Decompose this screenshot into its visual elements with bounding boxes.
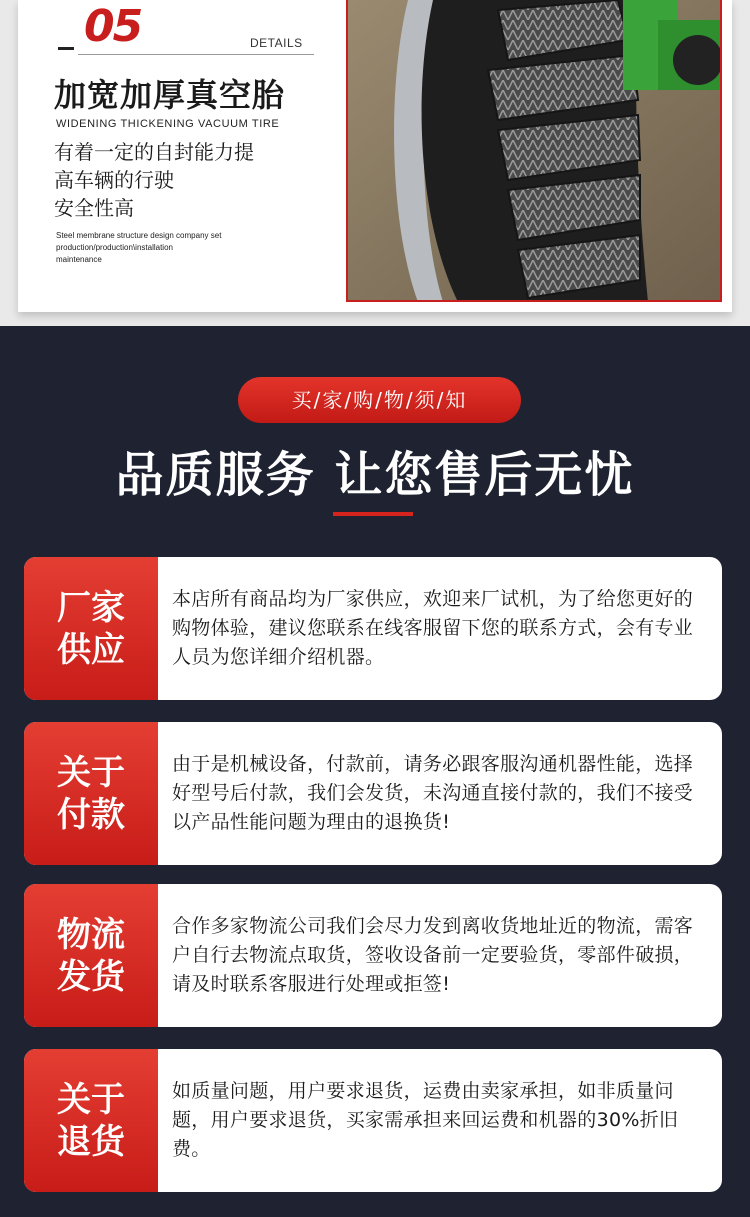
card-label (24, 1049, 158, 1192)
card-text: 本店所有商品均为厂家供应，欢迎来厂试机，为了给您更好的购物体验，建议您联系在线客服留下您的联系方式，会有专业人员为您详细介绍机器。 (172, 588, 694, 668)
headline-underline (333, 512, 413, 516)
card-label (24, 557, 158, 700)
card-label-line: 物流 (57, 914, 125, 955)
details-label: DETAILS (250, 36, 303, 50)
tire-photo (346, 0, 722, 302)
detail-desc-line: 安全性高 (54, 196, 134, 220)
info-card-factory-supply (24, 557, 722, 700)
card-label-line: 供应 (57, 629, 125, 670)
detail-small-text (56, 230, 256, 266)
card-text: 由于是机械设备，付款前，请务必跟客服沟通机器性能，选择好型号后付款，我们会发货，未沟通直接付款的，我们不接受以产品性能问题为理由的退换货! (172, 753, 694, 833)
detail-description (54, 138, 324, 222)
card-label-line: 关于 (57, 1079, 125, 1120)
detail-subtitle-en: WIDENING THICKENING VACUUM TIRE (56, 118, 280, 130)
detail-small-line: maintenance (56, 255, 102, 264)
info-card-payment (24, 722, 722, 865)
notice-pill: 买/家/购/物/须/知 (238, 377, 521, 423)
number-underline (78, 54, 314, 55)
card-text: 如质量问题，用户要求退货，运费由卖家承担，如非质量问题，用户要求退货，买家需承担来回运费和机器的30%折旧费。 (172, 1080, 679, 1160)
info-card-logistics (24, 884, 722, 1027)
detail-title: 加宽加厚真空胎 (54, 76, 286, 114)
detail-number: 05 (84, 1, 142, 52)
info-card-returns (24, 1049, 722, 1192)
tire-image-icon (348, 0, 722, 302)
detail-desc-line: 有着一定的自封能力提 (54, 140, 254, 164)
card-label-line: 退货 (57, 1121, 125, 1162)
card-label (24, 884, 158, 1027)
notice-headline: 品质服务 让您售后无忧 (115, 447, 635, 503)
detail-section (0, 0, 750, 326)
detail-small-line: production/production\installation (56, 243, 173, 252)
detail-desc-line: 高车辆的行驶 (54, 168, 174, 192)
card-text: 合作多家物流公司我们会尽力发到离收货地址近的物流，需客户自行去物流点取货，签收设备前一定要验货，零部件破损，请及时联系客服进行处理或拒签! (172, 915, 694, 995)
card-label-line: 厂家 (57, 587, 125, 628)
card-label-line: 关于 (57, 752, 125, 793)
card-label (24, 722, 158, 865)
number-dash (58, 47, 74, 50)
card-label-line: 发货 (57, 956, 125, 997)
detail-small-line: Steel membrane structure design company set (56, 231, 222, 240)
card-label-line: 付款 (57, 794, 125, 835)
